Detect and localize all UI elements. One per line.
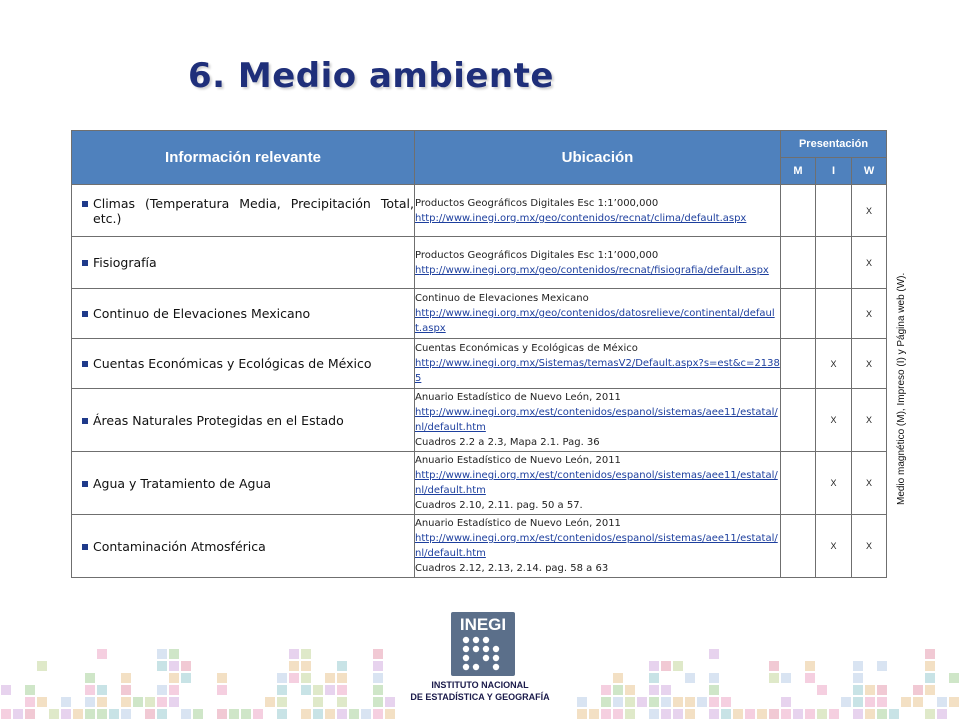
footer-tile	[817, 685, 827, 695]
footer-tile	[157, 661, 167, 671]
logo-dot	[483, 637, 489, 643]
footer-tile	[325, 685, 335, 695]
mark-w: X	[852, 237, 887, 289]
logo-dot	[493, 655, 499, 661]
mark-w: X	[852, 452, 887, 515]
footer-tile	[37, 697, 47, 707]
mark-m	[781, 452, 816, 515]
footer-tile	[337, 661, 347, 671]
source-link[interactable]: http://www.inegi.org.mx/geo/contenidos/datosrelieve/continental/default.aspx	[415, 308, 775, 334]
footer-tile	[649, 685, 659, 695]
footer-tile	[241, 709, 251, 719]
footer-tile	[937, 709, 947, 719]
footer-tile	[925, 685, 935, 695]
mark-w: X	[852, 515, 887, 578]
footer-tile	[769, 661, 779, 671]
footer-tile	[157, 697, 167, 707]
mark-w: X	[852, 339, 887, 389]
bullet-icon	[82, 260, 88, 266]
footer-tile	[169, 685, 179, 695]
mark-m	[781, 185, 816, 237]
footer-tile	[901, 697, 911, 707]
footer-tile	[157, 709, 167, 719]
footer-tile	[133, 697, 143, 707]
footer-tile	[265, 697, 275, 707]
footer-tile	[85, 673, 95, 683]
footer-tile	[217, 709, 227, 719]
logo-dot	[493, 664, 499, 670]
footer-tile	[625, 697, 635, 707]
footer-tile	[169, 673, 179, 683]
footer-tile	[661, 709, 671, 719]
header-i: I	[816, 158, 852, 185]
footer-tile	[769, 709, 779, 719]
footer-tile	[853, 709, 863, 719]
footer-tile	[649, 661, 659, 671]
info-cell	[72, 289, 415, 339]
footer-tile	[73, 709, 83, 719]
footer-tile	[157, 685, 167, 695]
footer-tile	[601, 697, 611, 707]
info-text: Áreas Naturales Protegidas en el Estado	[93, 412, 344, 428]
source-link[interactable]: http://www.inegi.org.mx/est/contenidos/espanol/sistemas/aee11/estatal/nl/default.htm	[415, 407, 778, 433]
footer-tile	[37, 661, 47, 671]
mark-i: X	[816, 339, 852, 389]
footer-tile	[301, 661, 311, 671]
mark-i	[816, 185, 852, 237]
footer-tile	[925, 661, 935, 671]
footer-tile	[613, 709, 623, 719]
footer-tile	[913, 685, 923, 695]
footer-tile	[85, 709, 95, 719]
footer-tile	[865, 685, 875, 695]
footer-tile	[25, 697, 35, 707]
footer-tile	[85, 685, 95, 695]
footer-tile	[157, 649, 167, 659]
footer-tile	[13, 709, 23, 719]
footer-tile	[145, 709, 155, 719]
side-note: Medio magnético (M), Impreso (I) y Página web (W).	[896, 272, 907, 505]
footer-tile	[289, 661, 299, 671]
table-row	[72, 339, 887, 389]
footer-tile	[949, 697, 959, 707]
footer-tile	[793, 709, 803, 719]
footer-tile	[673, 661, 683, 671]
footer-tile	[925, 673, 935, 683]
footer-tile	[661, 685, 671, 695]
footer-tile	[85, 697, 95, 707]
mark-i: X	[816, 452, 852, 515]
footer-tile	[289, 649, 299, 659]
source-text: Anuario Estadístico de Nuevo León, 2011	[415, 455, 621, 466]
footer-tile	[373, 649, 383, 659]
footer-tile	[781, 697, 791, 707]
source-text: Cuentas Económicas y Ecológicas de México	[415, 343, 638, 354]
footer-tile	[337, 673, 347, 683]
mark-m	[781, 289, 816, 339]
source-link[interactable]: http://www.inegi.org.mx/est/contenidos/espanol/sistemas/aee11/estatal/nl/default.htm	[415, 470, 778, 496]
footer-tile	[97, 649, 107, 659]
footer-tile	[301, 649, 311, 659]
location-cell	[415, 515, 781, 578]
mark-w: X	[852, 289, 887, 339]
footer-tile	[349, 709, 359, 719]
footer-tile	[373, 709, 383, 719]
footer-tile	[649, 709, 659, 719]
location-cell	[415, 289, 781, 339]
footer-tile	[181, 673, 191, 683]
info-text: Agua y Tratamiento de Agua	[93, 475, 272, 491]
footer-tile	[805, 661, 815, 671]
footer-tile	[625, 685, 635, 695]
footer-tile	[289, 673, 299, 683]
footer-tile	[673, 709, 683, 719]
bullet-icon	[82, 481, 88, 487]
footer-tile	[673, 697, 683, 707]
logo-dot	[483, 646, 489, 652]
footer-tile	[277, 673, 287, 683]
mark-i	[816, 289, 852, 339]
location-cell	[415, 237, 781, 289]
footer-tile	[925, 649, 935, 659]
source-link[interactable]: http://www.inegi.org.mx/est/contenidos/espanol/sistemas/aee11/estatal/nl/default.htm	[415, 533, 778, 559]
footer-tile	[97, 697, 107, 707]
info-text: Climas (Temperatura Media, Precipitación Total, etc.)	[93, 195, 414, 226]
footer-tile	[877, 685, 887, 695]
mark-m	[781, 237, 816, 289]
footer-tile	[865, 697, 875, 707]
footer-tile	[925, 709, 935, 719]
footer-tile	[853, 685, 863, 695]
footer-tile	[121, 697, 131, 707]
header-w: W	[852, 158, 887, 185]
footer-tile	[685, 709, 695, 719]
footer-tile	[361, 709, 371, 719]
footer-tile	[313, 697, 323, 707]
footer-tile	[337, 709, 347, 719]
footer-tile	[745, 709, 755, 719]
source-text: Productos Geográficos Digitales Esc 1:1’000,000	[415, 197, 659, 209]
footer-tile	[805, 709, 815, 719]
environment-table	[71, 130, 887, 578]
location-cell	[415, 185, 781, 237]
footer-tile	[385, 709, 395, 719]
footer-tile	[325, 709, 335, 719]
footer-tile	[193, 709, 203, 719]
footer-tile	[697, 697, 707, 707]
footer-tile	[817, 709, 827, 719]
header-info: Información relevante	[72, 131, 415, 185]
logo-dot	[463, 664, 469, 670]
footer-tile	[277, 709, 287, 719]
footer-tile	[325, 673, 335, 683]
location-cell	[415, 389, 781, 452]
header-m: M	[781, 158, 816, 185]
footer-tile	[97, 685, 107, 695]
info-cell	[72, 452, 415, 515]
mark-w: X	[852, 389, 887, 452]
table-row	[72, 452, 887, 515]
logo-dot	[473, 664, 479, 670]
extra-text: Cuadros 2.2 a 2.3, Mapa 2.1. Pag. 36	[415, 437, 600, 448]
footer-tile	[853, 661, 863, 671]
footer-tile	[145, 697, 155, 707]
mark-w: X	[852, 185, 887, 237]
logo-abbr: INEGI	[459, 615, 507, 634]
logo-dot	[493, 646, 499, 652]
footer-tile	[181, 661, 191, 671]
table-row	[72, 237, 887, 289]
header-ubicacion: Ubicación	[415, 131, 781, 185]
footer-tile	[661, 697, 671, 707]
inegi-logo	[408, 610, 553, 705]
footer-tile	[385, 697, 395, 707]
footer-tile	[169, 661, 179, 671]
table-row	[72, 515, 887, 578]
footer-tile	[649, 697, 659, 707]
footer-tile	[877, 697, 887, 707]
info-cell	[72, 237, 415, 289]
footer-tile	[781, 709, 791, 719]
logo-line1: INSTITUTO NACIONAL	[431, 680, 529, 690]
footer-tile	[337, 697, 347, 707]
logo-dot	[463, 646, 469, 652]
footer-tile	[805, 673, 815, 683]
source-text: Anuario Estadístico de Nuevo León, 2011	[415, 518, 621, 529]
footer-tile	[733, 709, 743, 719]
source-text: Anuario Estadístico de Nuevo León, 2011	[415, 392, 621, 403]
footer-tile	[781, 673, 791, 683]
header-presentacion: Presentación	[781, 131, 887, 158]
footer-tile	[301, 709, 311, 719]
footer-tile	[181, 709, 191, 719]
footer-tile	[769, 673, 779, 683]
info-text: Continuo de Elevaciones Mexicano	[93, 306, 311, 321]
footer-tile	[313, 709, 323, 719]
footer-tile	[841, 697, 851, 707]
source-text: Continuo de Elevaciones Mexicano	[415, 293, 589, 304]
footer-tile	[25, 685, 35, 695]
source-link[interactable]: http://www.inegi.org.mx/geo/contenidos/recnat/clima/default.aspx	[415, 212, 747, 224]
logo-dot	[473, 646, 479, 652]
mark-i: X	[816, 389, 852, 452]
info-cell	[72, 185, 415, 237]
bullet-icon	[82, 311, 88, 317]
info-cell	[72, 339, 415, 389]
mark-m	[781, 515, 816, 578]
page-title: 6. Medio ambiente	[188, 56, 554, 96]
logo-line2: DE ESTADÍSTICA Y GEOGRAFÍA	[410, 692, 550, 702]
footer-tile	[373, 697, 383, 707]
table-row	[72, 389, 887, 452]
footer-tile	[253, 709, 263, 719]
footer-tile	[757, 709, 767, 719]
footer-tile	[169, 649, 179, 659]
bullet-icon	[82, 201, 88, 207]
source-text: Productos Geográficos Digitales Esc 1:1’000,000	[415, 249, 659, 261]
extra-text: Cuadros 2.12, 2.13, 2.14. pag. 58 a 63	[415, 563, 609, 574]
footer-tile	[373, 685, 383, 695]
footer-tile	[709, 685, 719, 695]
mark-m	[781, 389, 816, 452]
logo-dot	[463, 637, 469, 643]
footer-tile	[889, 709, 899, 719]
footer-tile	[577, 709, 587, 719]
footer-tile	[373, 673, 383, 683]
footer-tile	[589, 709, 599, 719]
footer-tile	[853, 673, 863, 683]
footer-tile	[685, 697, 695, 707]
footer-tile	[661, 661, 671, 671]
mark-i: X	[816, 515, 852, 578]
footer-tile	[301, 673, 311, 683]
table-row	[72, 289, 887, 339]
footer-tile	[25, 709, 35, 719]
footer-tile	[709, 709, 719, 719]
bullet-icon	[82, 361, 88, 367]
extra-text: Cuadros 2.10, 2.11. pag. 50 a 57.	[415, 500, 583, 511]
footer-tile	[49, 709, 59, 719]
footer-tile	[109, 709, 119, 719]
footer-tile	[613, 685, 623, 695]
bullet-icon	[82, 418, 88, 424]
mark-m	[781, 339, 816, 389]
footer-tile	[853, 697, 863, 707]
info-text: Fisiografía	[93, 255, 157, 270]
footer-tile	[277, 685, 287, 695]
footer-tile	[121, 685, 131, 695]
footer-tile	[685, 673, 695, 683]
footer-tile	[1, 685, 11, 695]
footer-tile	[301, 685, 311, 695]
footer-tile	[637, 697, 647, 707]
footer-tile	[877, 709, 887, 719]
footer-tile	[949, 673, 959, 683]
footer-tile	[829, 709, 839, 719]
footer-tile	[217, 685, 227, 695]
footer-tile	[709, 673, 719, 683]
footer-tile	[721, 697, 731, 707]
source-link[interactable]: http://www.inegi.org.mx/geo/contenidos/recnat/fisiografia/default.aspx	[415, 264, 769, 276]
footer-tile	[601, 709, 611, 719]
footer-tile	[877, 661, 887, 671]
footer-tile	[97, 709, 107, 719]
footer-tile	[121, 673, 131, 683]
footer-tile	[709, 649, 719, 659]
footer-tile	[649, 673, 659, 683]
logo-dot	[483, 655, 489, 661]
footer-tile	[337, 685, 347, 695]
footer-tile	[625, 709, 635, 719]
mark-i	[816, 237, 852, 289]
footer-tile	[61, 697, 71, 707]
bullet-icon	[82, 544, 88, 550]
table-row	[72, 185, 887, 237]
footer-tile	[709, 697, 719, 707]
logo-dot	[473, 637, 479, 643]
footer-tile	[121, 709, 131, 719]
footer-tile	[373, 661, 383, 671]
info-cell	[72, 515, 415, 578]
footer-tile	[721, 709, 731, 719]
info-cell	[72, 389, 415, 452]
footer-tile	[1, 709, 11, 719]
source-link[interactable]: http://www.inegi.org.mx/Sistemas/temasV2/Default.aspx?s=est&c=21385	[415, 358, 780, 384]
footer-tile	[169, 697, 179, 707]
footer-tile	[217, 673, 227, 683]
logo-dot	[463, 655, 469, 661]
footer-tile	[865, 709, 875, 719]
footer-tile	[229, 709, 239, 719]
location-cell	[415, 452, 781, 515]
footer-tile	[313, 685, 323, 695]
footer-tile	[577, 697, 587, 707]
footer-tile	[913, 697, 923, 707]
footer-tile	[277, 697, 287, 707]
footer-tile	[613, 697, 623, 707]
info-text: Contaminación Atmosférica	[93, 538, 266, 554]
footer-tile	[937, 697, 947, 707]
footer-tile	[61, 709, 71, 719]
location-cell	[415, 339, 781, 389]
info-text: Cuentas Económicas y Ecológicas de México	[93, 356, 372, 371]
footer-tile	[613, 673, 623, 683]
footer-tile	[601, 685, 611, 695]
